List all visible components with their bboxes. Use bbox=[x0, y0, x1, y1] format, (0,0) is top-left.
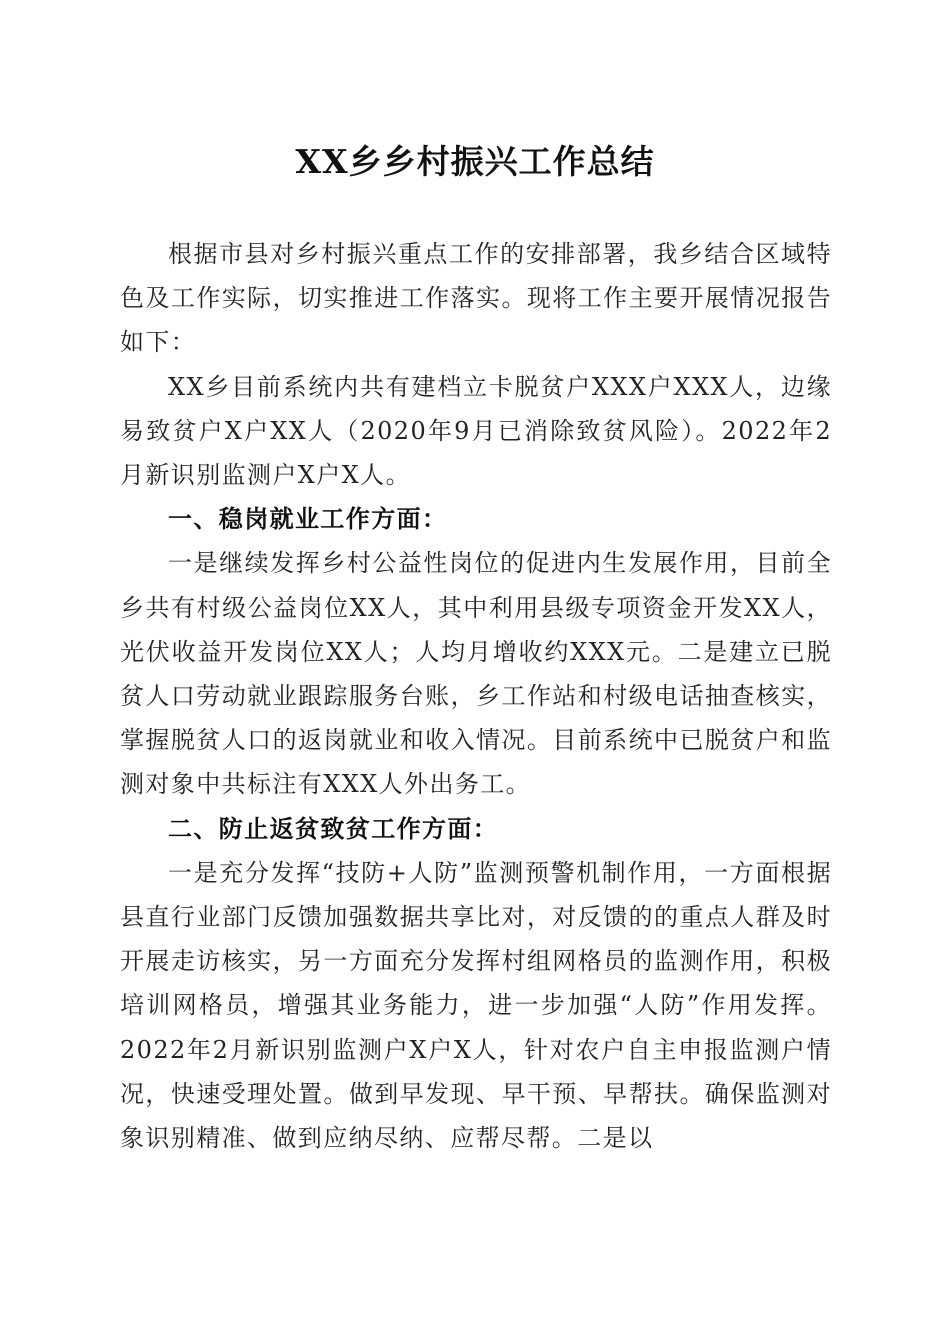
document-title: XX乡乡村振兴工作总结 bbox=[295, 142, 655, 181]
section-heading-employment: 一、稳岗就业工作方面： bbox=[168, 505, 448, 534]
paragraph-overview: XX乡目前系统内共有建档立卡脱贫户XXX户XXX人，边缘易致贫户X户XX人（2020年9月已消除致贫风险）。2022年2月新识别监测户X户X人。 bbox=[120, 372, 832, 490]
paragraph-employment: 一是继续发挥乡村公益性岗位的促进内生发展作用，目前全乡共有村级公益岗位XX人，其中利用县级专项资金开发XX人，光伏收益开发岗位XX人；人均月增收约XXX元。二是建立已脱贫人口劳动就业跟踪服务台账，乡工作站和村级电话抽查核实，掌握脱贫人口的返岗就业和收入情况。目前系统中已脱贫户和监测对象中共标注有XXX人外出务工。 bbox=[120, 549, 832, 799]
document-body bbox=[120, 232, 832, 1160]
paragraph-poverty-prevention: 一是充分发挥“技防+人防”监测预警机制作用，一方面根据县直行业部门反馈加强数据共享比对，对反馈的的重点人群及时开展走访核实，另一方面充分发挥村组网格员的监测作用，积极培训网格员，增强其业务能力，进一步加强“人防”作用发挥。2022年2月新识别监测户X户X人，针对农户自主申报监测户情况，快速受理处置。做到早发现、早干预、早帮扶。确保监测对象识别精准、做到应纳尽纳、应帮尽帮。二是以 bbox=[120, 858, 832, 1153]
paragraph-intro: 根据市县对乡村振兴重点工作的安排部署，我乡结合区域特色及工作实际，切实推进工作落实。现将工作主要开展情况报告如下： bbox=[120, 240, 832, 357]
section-heading-poverty-prevention: 二、防止返贫致贫工作方面： bbox=[168, 814, 499, 843]
